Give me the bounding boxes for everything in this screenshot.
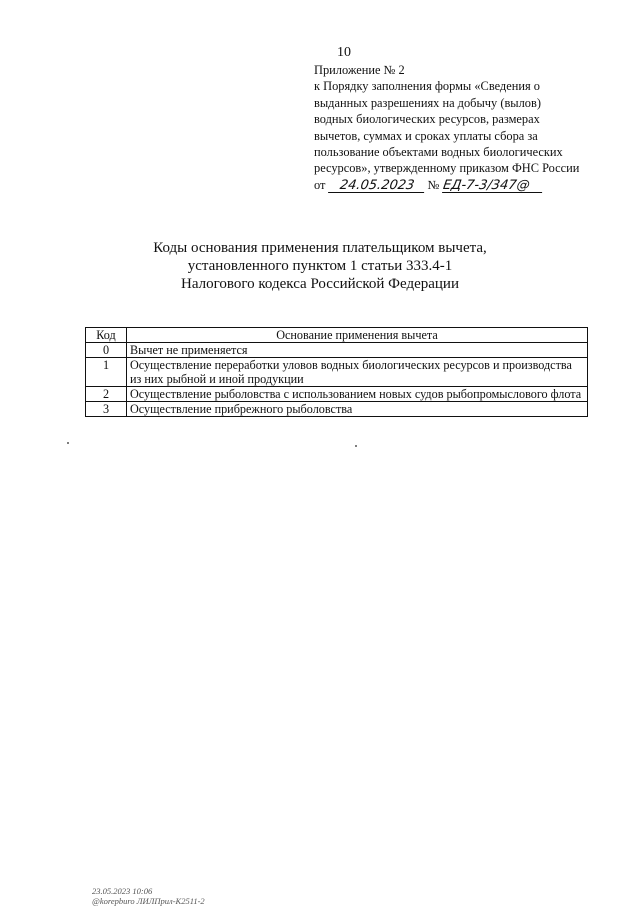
appendix-line: пользование объектами водных биологических [314, 145, 563, 160]
header-basis: Основание применения вычета [127, 328, 588, 343]
table-row [86, 402, 588, 417]
appendix-line: к Порядку заполнения формы «Сведения о [314, 79, 540, 94]
scan-speck [355, 445, 357, 447]
title-line: Коды основания применения плательщиком вычета, [153, 240, 487, 256]
basis-cell: Вычет не применяется [127, 343, 588, 358]
table-row [86, 387, 588, 402]
handwritten-order-number: ЕД-7-3/347@ [442, 179, 544, 193]
deduction-codes-table [85, 327, 588, 417]
header-code: Код [86, 328, 127, 343]
appendix-line: ресурсов», утвержденному приказом ФНС России [314, 161, 580, 176]
table-header-row [86, 328, 588, 343]
table-row [86, 343, 588, 358]
footer-line: @korepburo ЛИЛПрил-К2511-2 [92, 896, 205, 906]
footer-line: 23.05.2023 10:06 [92, 886, 153, 896]
title-line: установленного пунктом 1 статьи 333.4-1 [187, 258, 453, 274]
appendix-line: вычетов, суммах и сроках уплаты сбора за [314, 128, 538, 143]
code-cell: 1 [86, 358, 127, 387]
appendix-line: выданных разрешениях на добычу (вылов) [314, 95, 541, 110]
basis-cell: Осуществление переработки уловов водных биологических ресурсов и производства из них рыбной и иной продукции [127, 358, 588, 387]
order-date-number-line [314, 177, 614, 193]
code-cell: 0 [86, 343, 127, 358]
print-footer [92, 886, 205, 906]
scan-speck [67, 442, 69, 444]
document-title [120, 239, 520, 293]
code-cell: 3 [86, 402, 127, 417]
appendix-line: водных биологических ресурсов, размерах [314, 112, 540, 127]
basis-cell: Осуществление прибрежного рыболовства [127, 402, 588, 417]
table-row [86, 358, 588, 387]
appendix-block [314, 62, 614, 193]
code-cell: 2 [86, 387, 127, 402]
page-number: 10 [337, 45, 351, 60]
number-prefix: № [427, 177, 440, 192]
date-prefix: от [314, 177, 326, 192]
handwritten-date: 24.05.2023 [328, 179, 426, 193]
title-line: Налогового кодекса Российской Федерации [181, 276, 459, 292]
appendix-line: Приложение № 2 [314, 63, 405, 77]
basis-cell: Осуществление рыболовства с использованием новых судов рыбопромыслового флота [127, 387, 588, 402]
